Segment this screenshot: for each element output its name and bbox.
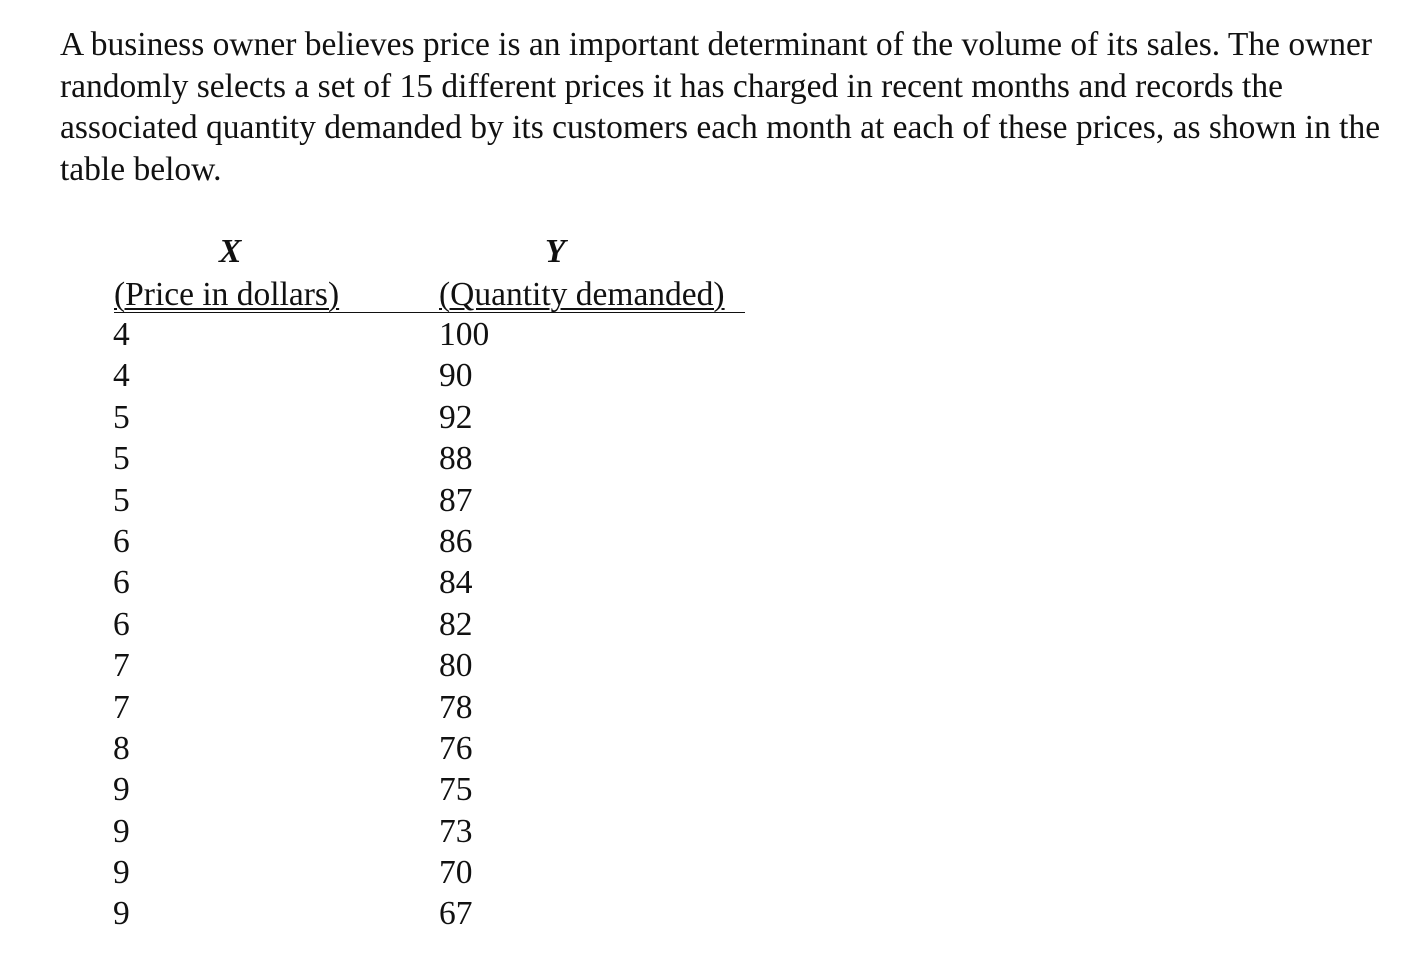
header-rule <box>114 312 745 313</box>
price-cell: 9 <box>113 854 130 892</box>
problem-statement: A business owner believes price is an important determinant of the volume of its sales. The owner randomly selects a set of 15 different prices it has charged in recent months and records the associated quantity demanded by its customers each month at each of these prices, as shown in the table below. <box>60 26 1381 188</box>
quantity-cell: 87 <box>439 481 473 519</box>
price-cell: 6 <box>113 564 130 602</box>
quantity-cell: 78 <box>439 688 473 726</box>
quantity-cell: 70 <box>439 854 473 892</box>
quantity-column <box>439 314 489 935</box>
y-variable-header: Y <box>545 233 566 270</box>
y-column-label: (Quantity demanded) <box>439 276 725 313</box>
quantity-cell: 92 <box>439 398 473 436</box>
price-cell: 9 <box>113 812 130 850</box>
x-variable-header: X <box>219 233 242 270</box>
quantity-cell: 88 <box>439 440 473 478</box>
price-cell: 4 <box>113 316 130 353</box>
price-cell: 6 <box>113 605 130 643</box>
quantity-cell: 73 <box>439 812 473 850</box>
price-cell: 5 <box>113 481 130 519</box>
price-cell: 5 <box>113 398 130 436</box>
quantity-cell: 75 <box>439 771 473 809</box>
price-cell: 7 <box>113 647 130 685</box>
price-cell: 9 <box>113 895 130 933</box>
quantity-cell: 100 <box>439 316 490 353</box>
quantity-cell: 67 <box>439 895 473 933</box>
price-cell: 7 <box>113 688 130 726</box>
price-cell: 8 <box>113 729 130 767</box>
price-cell: 5 <box>113 440 130 478</box>
quantity-cell: 80 <box>439 647 473 685</box>
quantity-cell: 82 <box>439 605 473 643</box>
price-column <box>113 314 130 935</box>
price-cell: 4 <box>113 357 130 395</box>
quantity-cell: 76 <box>439 729 473 767</box>
quantity-cell: 86 <box>439 522 473 560</box>
quantity-cell: 90 <box>439 357 473 395</box>
price-cell: 9 <box>113 771 130 809</box>
price-cell: 6 <box>113 522 130 560</box>
quantity-cell: 84 <box>439 564 473 602</box>
x-column-label: (Price in dollars) <box>114 276 340 313</box>
